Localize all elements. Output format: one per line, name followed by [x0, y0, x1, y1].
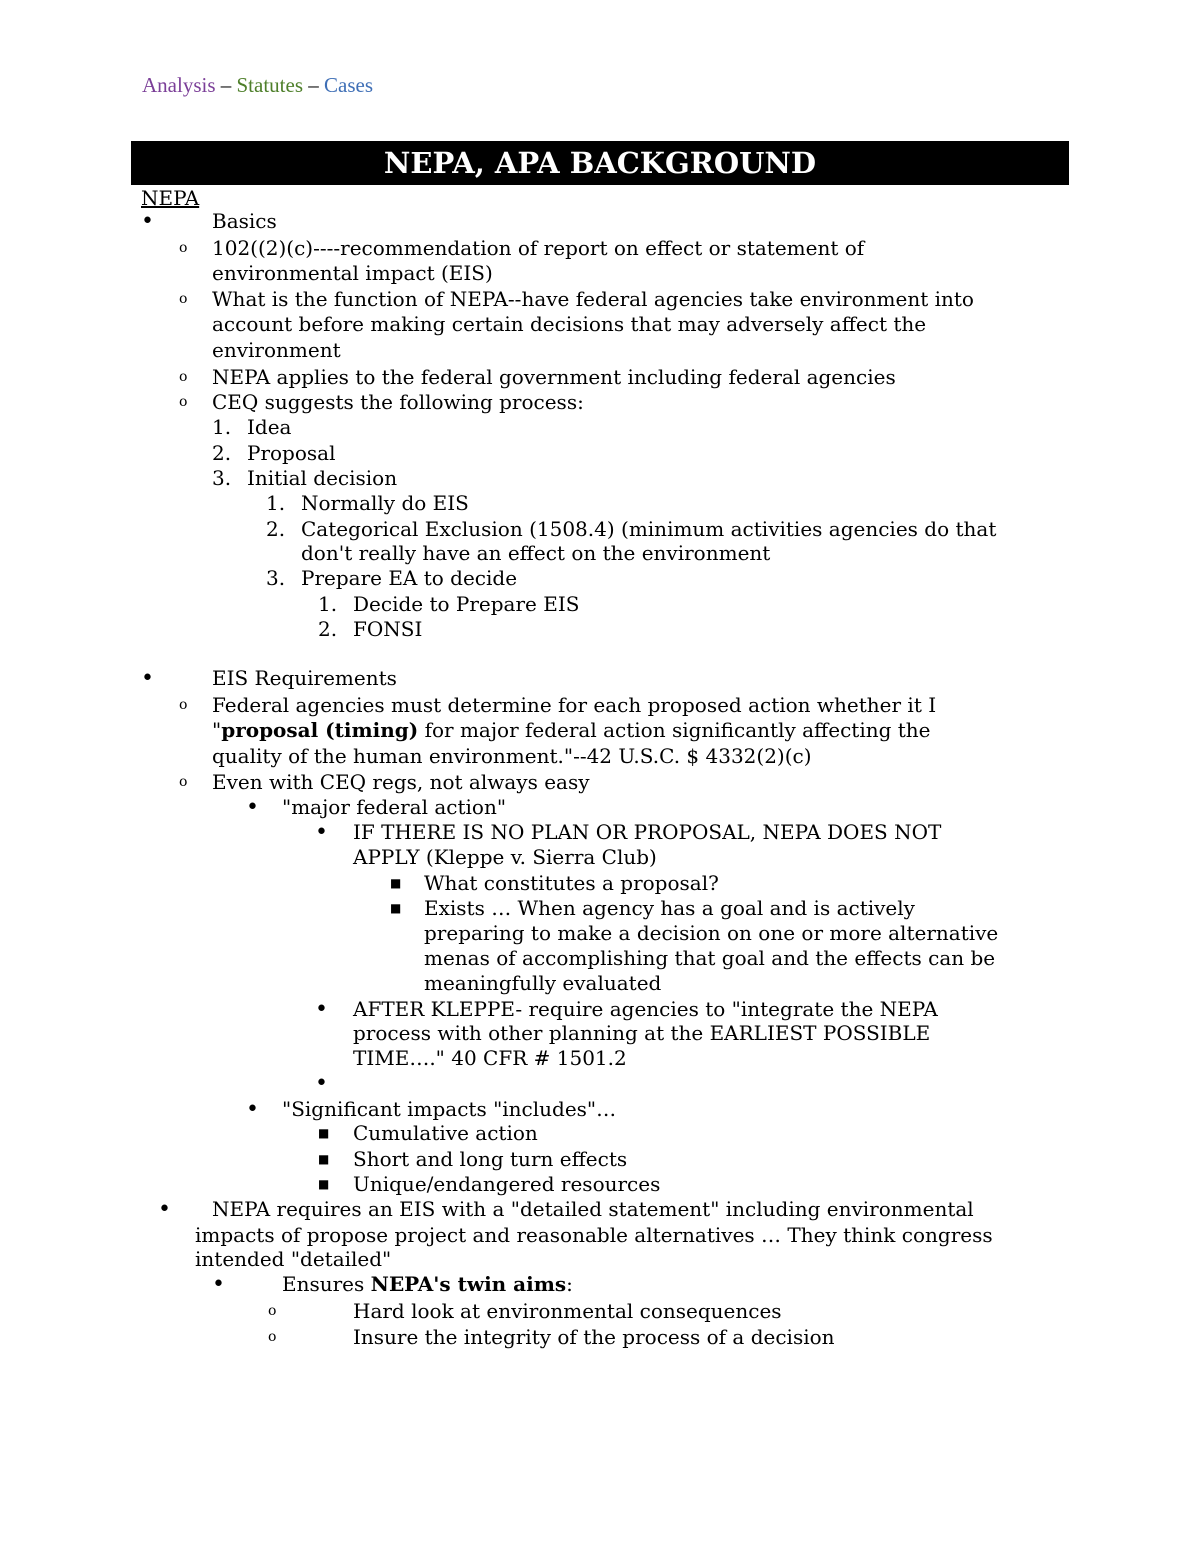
step-number: 3.: [212, 466, 232, 490]
step-text: Proposal: [247, 441, 336, 465]
list-item-text: 102((2)(c)----recommendation of report on effect or statement of: [212, 236, 865, 260]
step-number: 2.: [212, 441, 232, 465]
legend-analysis: Analysis: [142, 73, 216, 97]
list-item-text: "Significant impacts "includes"…: [282, 1097, 617, 1121]
list-item-text: Insure the integrity of the process of a decision: [353, 1325, 835, 1349]
list-item-text: "major federal action": [282, 795, 507, 819]
substep-text: Normally do EIS: [301, 491, 469, 515]
list-item-text: IF THERE IS NO PLAN OR PROPOSAL, NEPA DOES NOT: [353, 820, 942, 844]
substep-number: 2.: [266, 517, 286, 541]
square-bullet-icon: ■: [390, 901, 402, 915]
circle-bullet-icon: o: [179, 291, 188, 307]
subsubstep-text: Decide to Prepare EIS: [353, 592, 580, 616]
list-item-text: NEPA applies to the federal government including federal agencies: [212, 365, 896, 389]
list-item-eis-requirements: EIS Requirements: [212, 666, 397, 690]
bullet-icon: •: [141, 209, 154, 234]
page-title-banner: NEPA, APA BACKGROUND: [131, 141, 1069, 185]
step-text: Initial decision: [247, 466, 398, 490]
list-item-text: Hard look at environmental consequences: [353, 1299, 782, 1323]
bullet-icon: •: [141, 666, 154, 691]
list-item-text: preparing to make a decision on one or more alternative: [424, 921, 999, 945]
bullet-icon: •: [246, 1097, 259, 1122]
list-item-text: menas of accomplishing that goal and the effects can be: [424, 946, 996, 970]
list-item-text: Cumulative action: [353, 1121, 538, 1145]
list-item-text: TIME…." 40 CFR # 1501.2: [353, 1046, 627, 1070]
substep-text: Prepare EA to decide: [301, 566, 518, 590]
legend-separator: –: [303, 73, 324, 97]
list-item-text: What is the function of NEPA--have federal agencies take environment into: [212, 287, 974, 311]
square-bullet-icon: ■: [318, 1152, 330, 1166]
list-item-text: Unique/endangered resources: [353, 1172, 661, 1196]
list-item-text: quality of the human environment."--42 U.S.C. $ 4332(2)(c): [212, 744, 812, 768]
circle-bullet-icon: o: [179, 240, 188, 256]
list-item-text: Federal agencies must determine for each proposed action whether it I: [212, 693, 937, 717]
square-bullet-icon: ■: [318, 1126, 330, 1140]
list-item-text: environmental impact (EIS): [212, 261, 493, 285]
circle-bullet-icon: o: [179, 394, 188, 410]
list-item-text: Ensures NEPA's twin aims:: [282, 1272, 573, 1296]
circle-bullet-icon: o: [179, 774, 188, 790]
list-item-text: meaningfully evaluated: [424, 971, 662, 995]
list-item-text: Short and long turn effects: [353, 1147, 628, 1171]
list-item-basics: Basics: [212, 209, 277, 233]
color-legend: [142, 73, 373, 98]
list-item-text: CEQ suggests the following process:: [212, 390, 584, 414]
list-item-text: impacts of propose project and reasonable alternatives … They think congress: [195, 1223, 993, 1247]
bullet-icon: •: [212, 1272, 225, 1297]
subsubstep-number: 1.: [318, 592, 338, 616]
legend-cases: Cases: [324, 73, 373, 97]
bullet-icon: •: [315, 820, 328, 845]
step-number: 1.: [212, 415, 232, 439]
bullet-icon: •: [158, 1197, 171, 1222]
bullet-icon: •: [246, 795, 259, 820]
list-item-text: APPLY (Kleppe v. Sierra Club): [353, 845, 657, 869]
substep-text: Categorical Exclusion (1508.4) (minimum activities agencies do that: [301, 517, 997, 541]
circle-bullet-icon: o: [179, 369, 188, 385]
list-item-text: account before making certain decisions that may adversely affect the: [212, 312, 927, 336]
list-item-text: NEPA requires an EIS with a "detailed statement" including environmental: [212, 1197, 974, 1221]
circle-bullet-icon: o: [268, 1303, 277, 1319]
square-bullet-icon: ■: [318, 1177, 330, 1191]
bullet-icon: •: [315, 997, 328, 1022]
list-item-text: environment: [212, 338, 341, 362]
list-item-text: Even with CEQ regs, not always easy: [212, 770, 590, 794]
legend-statutes: Statutes: [236, 73, 303, 97]
list-item-text: What constitutes a proposal?: [424, 871, 719, 895]
list-item-text: Exists … When agency has a goal and is actively: [424, 896, 915, 920]
square-bullet-icon: ■: [390, 876, 402, 890]
substep-number: 3.: [266, 566, 286, 590]
list-item-text: process with other planning at the EARLIEST POSSIBLE: [353, 1021, 931, 1045]
circle-bullet-icon: o: [179, 697, 188, 713]
legend-separator: –: [215, 73, 237, 97]
list-item-text: AFTER KLEPPE- require agencies to "integrate the NEPA: [353, 997, 938, 1021]
bullet-icon: •: [315, 1071, 328, 1096]
step-text: Idea: [247, 415, 292, 439]
list-item-text: "proposal (timing) for major federal action significantly affecting the: [212, 718, 931, 742]
substep-number: 1.: [266, 491, 286, 515]
section-heading: NEPA: [141, 186, 200, 210]
circle-bullet-icon: o: [268, 1329, 277, 1345]
substep-text: don't really have an effect on the environment: [301, 541, 771, 565]
list-item-text: intended "detailed": [195, 1247, 392, 1271]
subsubstep-number: 2.: [318, 617, 338, 641]
subsubstep-text: FONSI: [353, 617, 423, 641]
